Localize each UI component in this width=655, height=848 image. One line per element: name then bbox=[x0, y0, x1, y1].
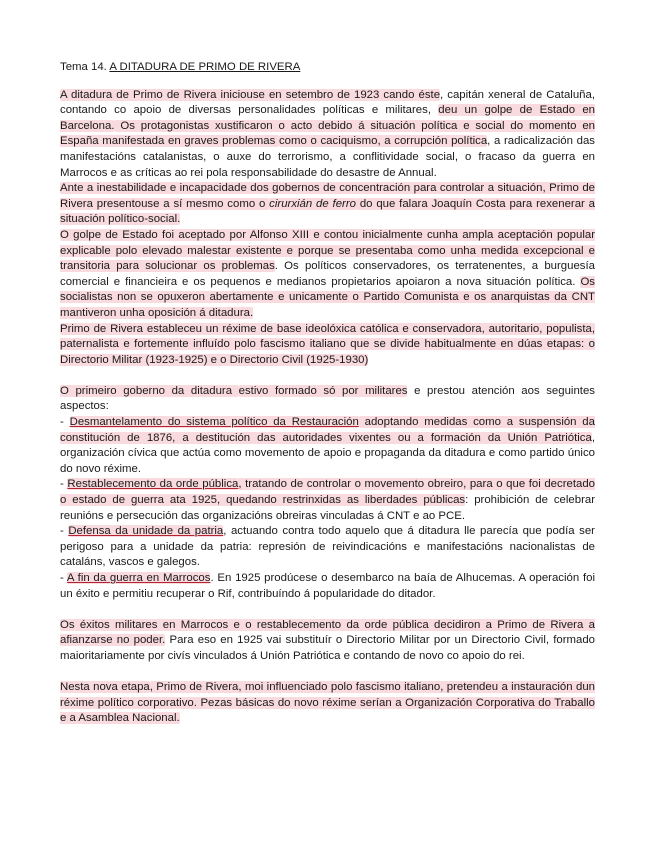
highlighted-text: , Primo de Rivera, moi influenciado polo fascismo italiano, pretendeu a instauración dun réxime político corporativo. Pezas básicas do novo réxime serían a Organización Corporativa do Traballo e a Asamblea Nacional. bbox=[60, 681, 595, 725]
text-run: - bbox=[60, 478, 68, 491]
paragraph-justification bbox=[60, 181, 595, 228]
paragraph-acceptance bbox=[60, 228, 595, 322]
highlighted-text: A fin da guerra en Marrocos bbox=[66, 572, 211, 584]
text-run: . En 1925 prodúcese o desembarco na baía de Alhucemas. A operación foi un éxito e permitiu recuperar o Rif, contribuíndo á popularidade do ditador. bbox=[60, 572, 595, 600]
highlighted-text: Primo de Rivera estableceu un réxime de base ideolóxica católica e conservadora, autoritario, populista, paternalista e fortemente influído polo fascismo italiano que se divide habitualmente en dúas etapas: o Directorio Militar (1923-1925) e o Directorio Civil (1925-1930) bbox=[60, 322, 595, 366]
highlighted-text: Os socialistas non se opuxeron abertamente e unicamente o Partido Comunista e os anarquistas da CNT mantiveron unha oposición á ditadura. bbox=[60, 275, 595, 319]
text-run: - bbox=[60, 525, 69, 538]
highlighted-text: Nesta nova etapa bbox=[60, 681, 150, 694]
highlighted-text: Os protagonistas xustificaron o acto debido á situación política e social do momento en España manifestada en graves problemas bbox=[60, 119, 595, 148]
document-title bbox=[60, 60, 595, 76]
paragraph-new-stage bbox=[60, 680, 595, 727]
paragraph-gap bbox=[60, 665, 595, 681]
highlighted-text: , tratando de controlar o movemento obreiro, para o que foi decretado o estado de guerra ata 1925, quedando restrinxidas as liberdades públicas bbox=[60, 478, 596, 507]
paragraph-gap bbox=[60, 602, 595, 618]
highlighted-text: O primeiro goberno da ditadura bbox=[60, 384, 239, 397]
paragraph-regime bbox=[60, 322, 595, 369]
highlighted-text: do que falara Joaquín Costa para rexenerar a situación político-social. bbox=[60, 197, 595, 226]
list-item-morocco-war bbox=[60, 571, 595, 602]
paragraph-gap bbox=[60, 368, 595, 384]
title-prefix: Tema 14. bbox=[60, 61, 107, 73]
highlighted-text: deu un golpe de Estado en Barcelona. bbox=[60, 104, 595, 132]
highlighted-text: A ditadura de Primo de Rivera iniciouse en setembro de 1923 cando éste bbox=[60, 88, 441, 101]
paragraph-intro bbox=[60, 88, 595, 182]
text-run: , organización cívica que actúa como movemento de apoio e propaganda da ditadura e como partido único do novo réxime. bbox=[60, 431, 595, 475]
text-run: , capitán xeneral de Cataluña, contando co apoio de diversas personalidades políticas e militares, bbox=[60, 88, 595, 117]
title-main: A DITADURA DE PRIMO DE RIVERA bbox=[109, 61, 301, 73]
text-run: : prohibición de celebrar reunións e persecución das organizacións obreiras vinculadas á CNT e ao PCE. bbox=[60, 494, 595, 522]
highlighted-text: adoptando medidas como a suspensión da constitución de 1876, a destitución das autoridades vixentes ou a formación da Unión Patriótica bbox=[60, 416, 595, 444]
paragraph-civil-directory bbox=[60, 618, 595, 665]
paragraph-military-directory bbox=[60, 384, 595, 415]
highlighted-text: como o caciquismo, a corrupción política bbox=[278, 135, 488, 148]
text-run: Para eso en 1925 vai substituír o Directorio Militar por un Directorio Civil, formado maioritariamente por civís vinculados á Unión Patriótica e contando de novo co apoio do rei. bbox=[60, 634, 595, 662]
text-run: - bbox=[60, 572, 67, 584]
highlighted-text: O golpe de Estado foi aceptado por Alfonso XIII e contou inicialmente cunha ampla aceptación popular explicable polo elevado malestar existente e porque se presentaba como unha medida excepcional e transitoria para solucionar os problemas bbox=[60, 228, 595, 273]
text-run: e prestou atención aos seguintes aspectos: bbox=[60, 384, 595, 413]
highlighted-text: cirurxián de ferro bbox=[269, 197, 356, 210]
document-body bbox=[60, 60, 595, 727]
highlighted-text: Restablecemento da orde pública bbox=[67, 478, 239, 491]
list-item-restoration bbox=[60, 415, 595, 477]
text-run: , actuando contra todo aquelo que á ditadura lle parecía que podía ser perigoso para a unidade da patria: represión de reivindicacións e manifestacións nacionalistas de cataláns, vascos e galegos. bbox=[60, 525, 595, 569]
text-run: . Os políticos conservadores, os terratenentes, a burguesía comercial e financieira e os pequenos e medianos propietarios apoiaron a nova situación política. bbox=[60, 260, 595, 288]
highlighted-text: Os éxitos militares en Marrocos e o restablecemento da orde pública decidiron a Primo de Rivera a afianzarse no poder. bbox=[60, 618, 595, 647]
highlighted-text: Defensa da unidade da patria bbox=[68, 525, 224, 538]
text-run: , a radicalización das manifestacións catalanistas, o auxe do terrorismo, a conflitividade social, o fracaso da guerra en Marrocos e as críticas ao rei pola responsabilidade do desastre de Annual. bbox=[60, 135, 595, 179]
text-run: - bbox=[60, 416, 70, 429]
list-item-public-order bbox=[60, 477, 595, 524]
highlighted-text: Ante a inestabilidade e incapacidade dos gobernos de concentración para controlar a situación, Primo de Rivera presentouse a sí mesmo como o bbox=[60, 182, 595, 210]
highlighted-text: Desmantelamento do sistema político da Restauración bbox=[69, 416, 359, 429]
list-item-homeland-unity bbox=[60, 524, 595, 571]
highlighted-text: estivo formado só por militares bbox=[238, 384, 408, 397]
